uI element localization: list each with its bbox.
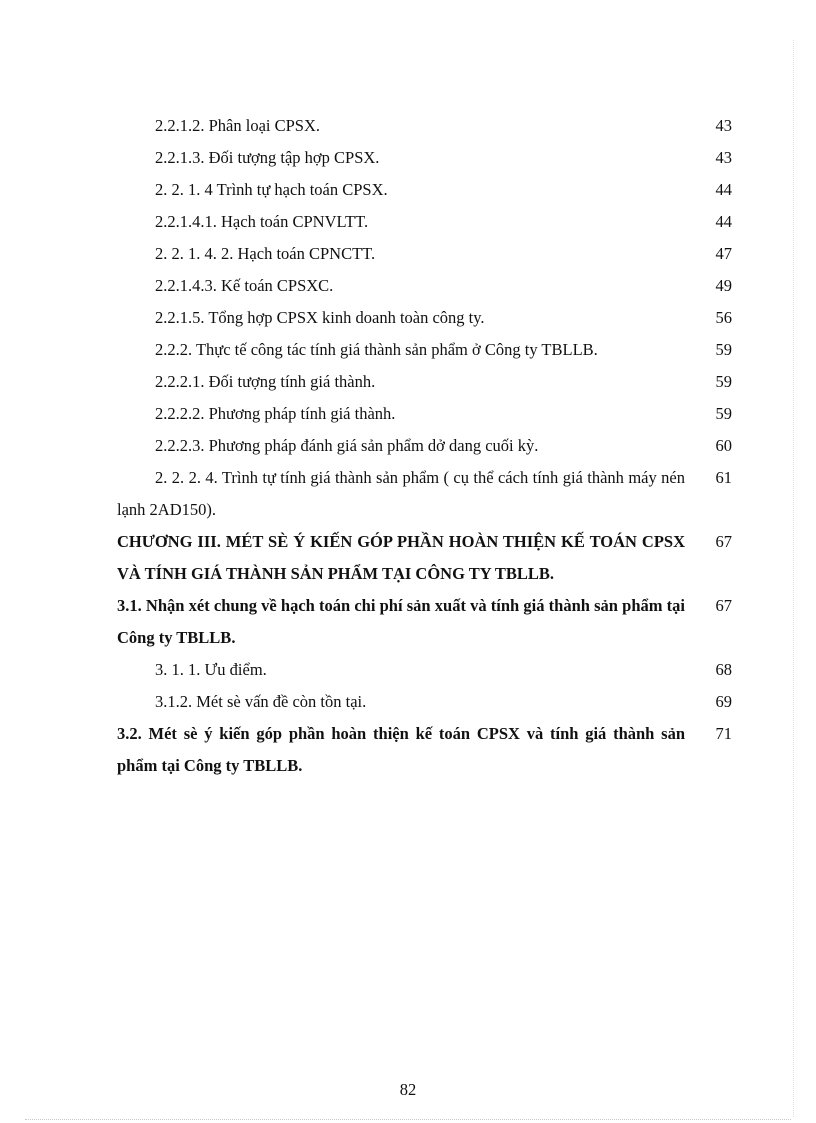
page-border-bottom <box>25 1119 791 1120</box>
toc-entry-page: 43 <box>715 116 732 135</box>
toc-entry-page: 44 <box>715 212 732 231</box>
toc-entry <box>0 302 816 334</box>
toc-entry-title: 2.2.2. Thực tế công tác tính giá thành sản phẩm ở Công ty TBLLB. <box>155 340 598 359</box>
toc-entry <box>0 654 816 686</box>
toc-entry-page: 47 <box>715 244 732 263</box>
toc-section-title: 3.2. Mét sè ý kiến góp phần hoàn thiện kế toán CPSX và tính giá thành sản phẩm tại Công ty TBLLB. <box>117 724 685 775</box>
toc-entry-page: 60 <box>715 436 732 455</box>
toc-entry <box>0 110 816 142</box>
toc-entry <box>0 174 816 206</box>
toc-chapter-title: CHƯƠNG III. MÉT SÈ Ý KIẾN GÓP PHẦN HOÀN THIỆN KẾ TOÁN CPSX VÀ TÍNH GIÁ THÀNH SẢN PHẨM TẠI CÔNG TY TBLLB. <box>117 532 685 583</box>
toc-chapter-entry <box>0 526 816 590</box>
toc-entry <box>0 206 816 238</box>
toc-section-entry <box>0 718 816 782</box>
toc-entry-title: 2.2.1.4.3. Kế toán CPSXC. <box>155 276 334 295</box>
toc-entry-title: 2.2.2.1. Đối tượng tính giá thành. <box>155 372 376 391</box>
toc-entry <box>0 462 816 526</box>
toc-entry <box>0 142 816 174</box>
toc-entry-page: 43 <box>715 148 732 167</box>
toc-entry-page: 59 <box>715 404 732 423</box>
toc-section-entry <box>0 590 816 654</box>
toc-entry-title: 2.2.1.4.1. Hạch toán CPNVLTT. <box>155 212 369 231</box>
toc-entry-page: 44 <box>715 180 732 199</box>
toc-entry-page: 71 <box>715 724 732 743</box>
toc-entry-title: 2. 2. 1. 4. 2. Hạch toán CPNCTT. <box>155 244 376 263</box>
toc-entry-title: 2.2.2.2. Phương pháp tính giá thành. <box>155 404 396 423</box>
toc-entry-title: 2.2.1.3. Đối tượng tập hợp CPSX. <box>155 148 380 167</box>
toc-entry-page: 67 <box>715 532 732 551</box>
toc-entry <box>0 270 816 302</box>
toc-entry-page: 56 <box>715 308 732 327</box>
page-border-right <box>793 40 794 1117</box>
toc-entry <box>0 398 816 430</box>
toc-entry-page: 49 <box>715 276 732 295</box>
table-of-contents <box>0 110 816 782</box>
toc-entry-page: 68 <box>715 660 732 679</box>
toc-entry <box>0 366 816 398</box>
toc-entry-title: 2.2.2.3. Phương pháp đánh giá sản phẩm dở dang cuối kỳ. <box>155 436 539 455</box>
toc-entry-page: 59 <box>715 340 732 359</box>
toc-entry-title: 3.1.2. Mét sè vấn đề còn tồn tại. <box>155 692 367 711</box>
toc-entry-title: 2.2.1.5. Tổng hợp CPSX kinh doanh toàn công ty. <box>155 308 485 327</box>
toc-entry-page: 59 <box>715 372 732 391</box>
toc-entry-page: 67 <box>715 596 732 615</box>
page-number: 82 <box>399 1080 417 1099</box>
toc-section-title: 3.1. Nhận xét chung về hạch toán chi phí sản xuất và tính giá thành sản phẩm tại Công ty TBLLB. <box>117 596 685 647</box>
toc-entry-page: 61 <box>715 468 732 487</box>
toc-entry-title: 3. 1. 1. Ưu điểm. <box>155 660 267 679</box>
toc-entry <box>0 430 816 462</box>
toc-entry-title: 2. 2. 1. 4 Trình tự hạch toán CPSX. <box>155 180 388 199</box>
toc-entry-title: 2.2.1.2. Phân loại CPSX. <box>155 116 321 135</box>
toc-entry <box>0 686 816 718</box>
toc-entry-title: 2. 2. 2. 4. Trình tự tính giá thành sản phẩm ( cụ thể cách tính giá thành máy nén lạnh 2AD150). <box>117 468 685 519</box>
toc-entry <box>0 334 816 366</box>
toc-entry-page: 69 <box>715 692 732 711</box>
toc-entry <box>0 238 816 270</box>
